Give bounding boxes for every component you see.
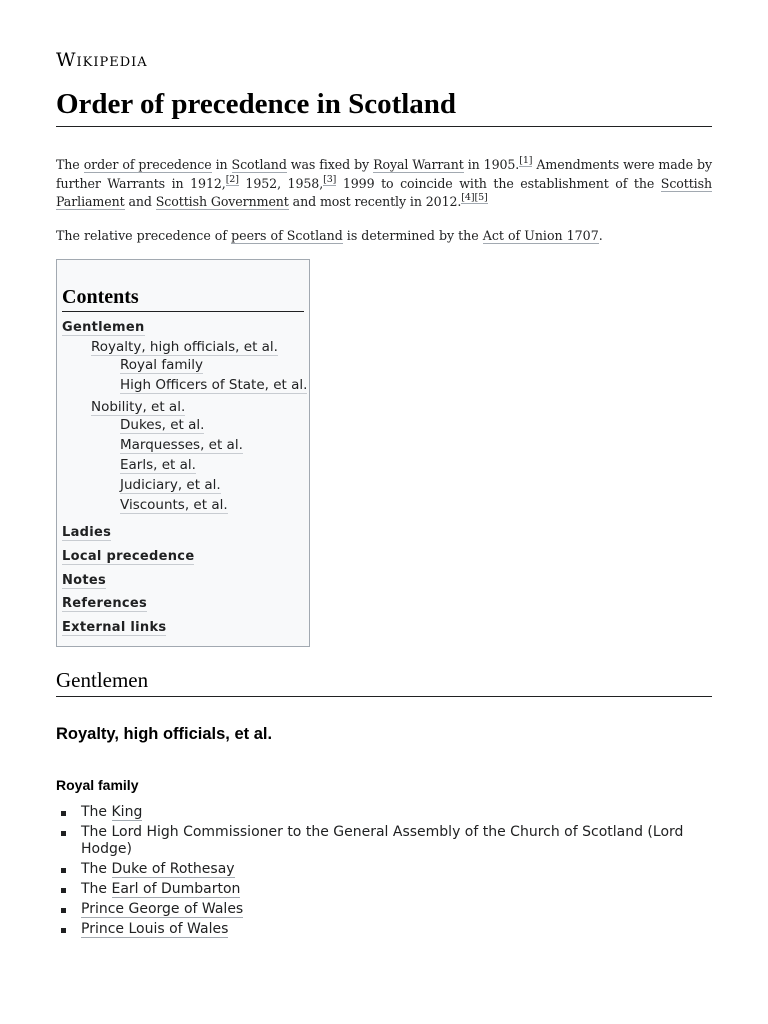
list-item — [56, 881, 696, 898]
bullet-icon — [61, 928, 66, 933]
link-prince-louis[interactable]: Prince Louis of Wales — [81, 921, 229, 937]
intro-text: and most recently in 2012. — [288, 194, 462, 209]
bullet-icon — [61, 811, 66, 816]
section-heading-gentlemen: Gentlemen — [56, 668, 712, 697]
link-peers-of-scotland[interactable]: peers of Scotland — [231, 228, 343, 243]
link-scottish-government[interactable]: Scottish Government — [155, 194, 289, 209]
toc-item-nobility[interactable]: Nobility, et al. — [91, 399, 186, 415]
intro-text: Amendments were made by further Warrants in 1912, — [56, 157, 712, 191]
intro-text: 1952, 1958, — [238, 175, 324, 191]
intro-text: and — [124, 194, 156, 209]
ref-1-link[interactable]: [1] — [519, 155, 533, 166]
list-text: The — [81, 861, 112, 877]
link-scotland[interactable]: Scotland — [231, 157, 287, 172]
link-duke-of-rothesay[interactable]: Duke of Rothesay — [111, 861, 235, 877]
ref-5[interactable] — [474, 192, 487, 204]
toc-title: Contents — [62, 286, 304, 312]
intro-text: in 1905. — [463, 157, 520, 172]
link-act-of-union[interactable]: Act of Union 1707 — [482, 228, 599, 243]
toc-item-marquesses[interactable]: Marquesses, et al. — [120, 437, 243, 453]
ref-5-link[interactable]: [5] — [474, 192, 488, 203]
para-text: is determined by the — [342, 228, 483, 243]
list-item — [56, 921, 696, 938]
intro-paragraph — [56, 156, 712, 212]
toc-item-judiciary[interactable]: Judiciary, et al. — [120, 477, 221, 493]
toc-item-gentlemen[interactable]: Gentlemen — [62, 320, 145, 335]
link-the-king[interactable]: King — [111, 804, 143, 820]
table-of-contents — [56, 259, 310, 647]
peers-paragraph — [56, 227, 712, 245]
bullet-icon — [61, 868, 66, 873]
toc-item-local-precedence[interactable]: Local precedence — [62, 549, 195, 564]
toc-item-notes[interactable]: Notes — [62, 573, 107, 588]
toc-item-dukes[interactable]: Dukes, et al. — [120, 417, 205, 433]
toc-item-royalty[interactable]: Royalty, high officials, et al. — [91, 339, 278, 355]
bullet-icon — [61, 888, 66, 893]
bullet-icon — [61, 831, 66, 836]
wikipedia-wordmark[interactable]: Wikipedia — [56, 49, 148, 71]
para-text: . — [598, 228, 603, 243]
intro-text: in — [211, 157, 232, 172]
list-item — [56, 804, 696, 821]
intro-text: was fixed by — [286, 157, 374, 172]
list-text: The Lord High Commissioner to the General Assembly of the Church of Scotland (Lord Hodge) — [81, 824, 684, 857]
ref-4-link[interactable]: [4] — [461, 192, 475, 203]
subsubsection-heading-royal-family: Royal family — [56, 777, 139, 793]
toc-item-external-links[interactable]: External links — [62, 620, 167, 635]
link-royal-warrant[interactable]: Royal Warrant — [373, 157, 464, 172]
link-scottish-parliament[interactable]: Scottish Parliament — [56, 175, 712, 209]
ref-2-link[interactable]: [2] — [225, 173, 239, 185]
list-item — [56, 861, 696, 878]
intro-text: The — [56, 157, 84, 172]
toc-item-ladies[interactable]: Ladies — [62, 525, 112, 540]
ref-4[interactable] — [461, 192, 474, 204]
ref-3[interactable] — [323, 174, 336, 186]
ref-2[interactable] — [226, 174, 239, 186]
ref-3-link[interactable]: [3] — [323, 173, 337, 185]
link-order-of-precedence[interactable]: order of precedence — [83, 157, 212, 172]
toc-item-high-officers[interactable]: High Officers of State, et al. — [120, 377, 308, 393]
page-title: Order of precedence in Scotland — [56, 86, 712, 127]
ref-1[interactable] — [519, 155, 532, 167]
list-text: The — [81, 881, 112, 897]
toc-item-royal-family[interactable]: Royal family — [120, 357, 204, 373]
subsection-heading-royalty: Royalty, high officials, et al. — [56, 725, 273, 743]
bullet-icon — [61, 908, 66, 913]
toc-item-earls[interactable]: Earls, et al. — [120, 457, 196, 473]
list-text: The — [81, 804, 112, 820]
list-item — [56, 901, 696, 918]
toc-item-references[interactable]: References — [62, 596, 148, 611]
link-earl-of-dumbarton[interactable]: Earl of Dumbarton — [111, 881, 241, 897]
link-prince-george[interactable]: Prince George of Wales — [81, 901, 244, 917]
list-item — [56, 824, 696, 858]
intro-text: 1999 to coincide with the establishment of the — [336, 175, 661, 191]
royal-family-list — [56, 804, 696, 941]
para-text: The relative precedence of — [56, 228, 232, 243]
toc-item-viscounts[interactable]: Viscounts, et al. — [120, 497, 228, 513]
